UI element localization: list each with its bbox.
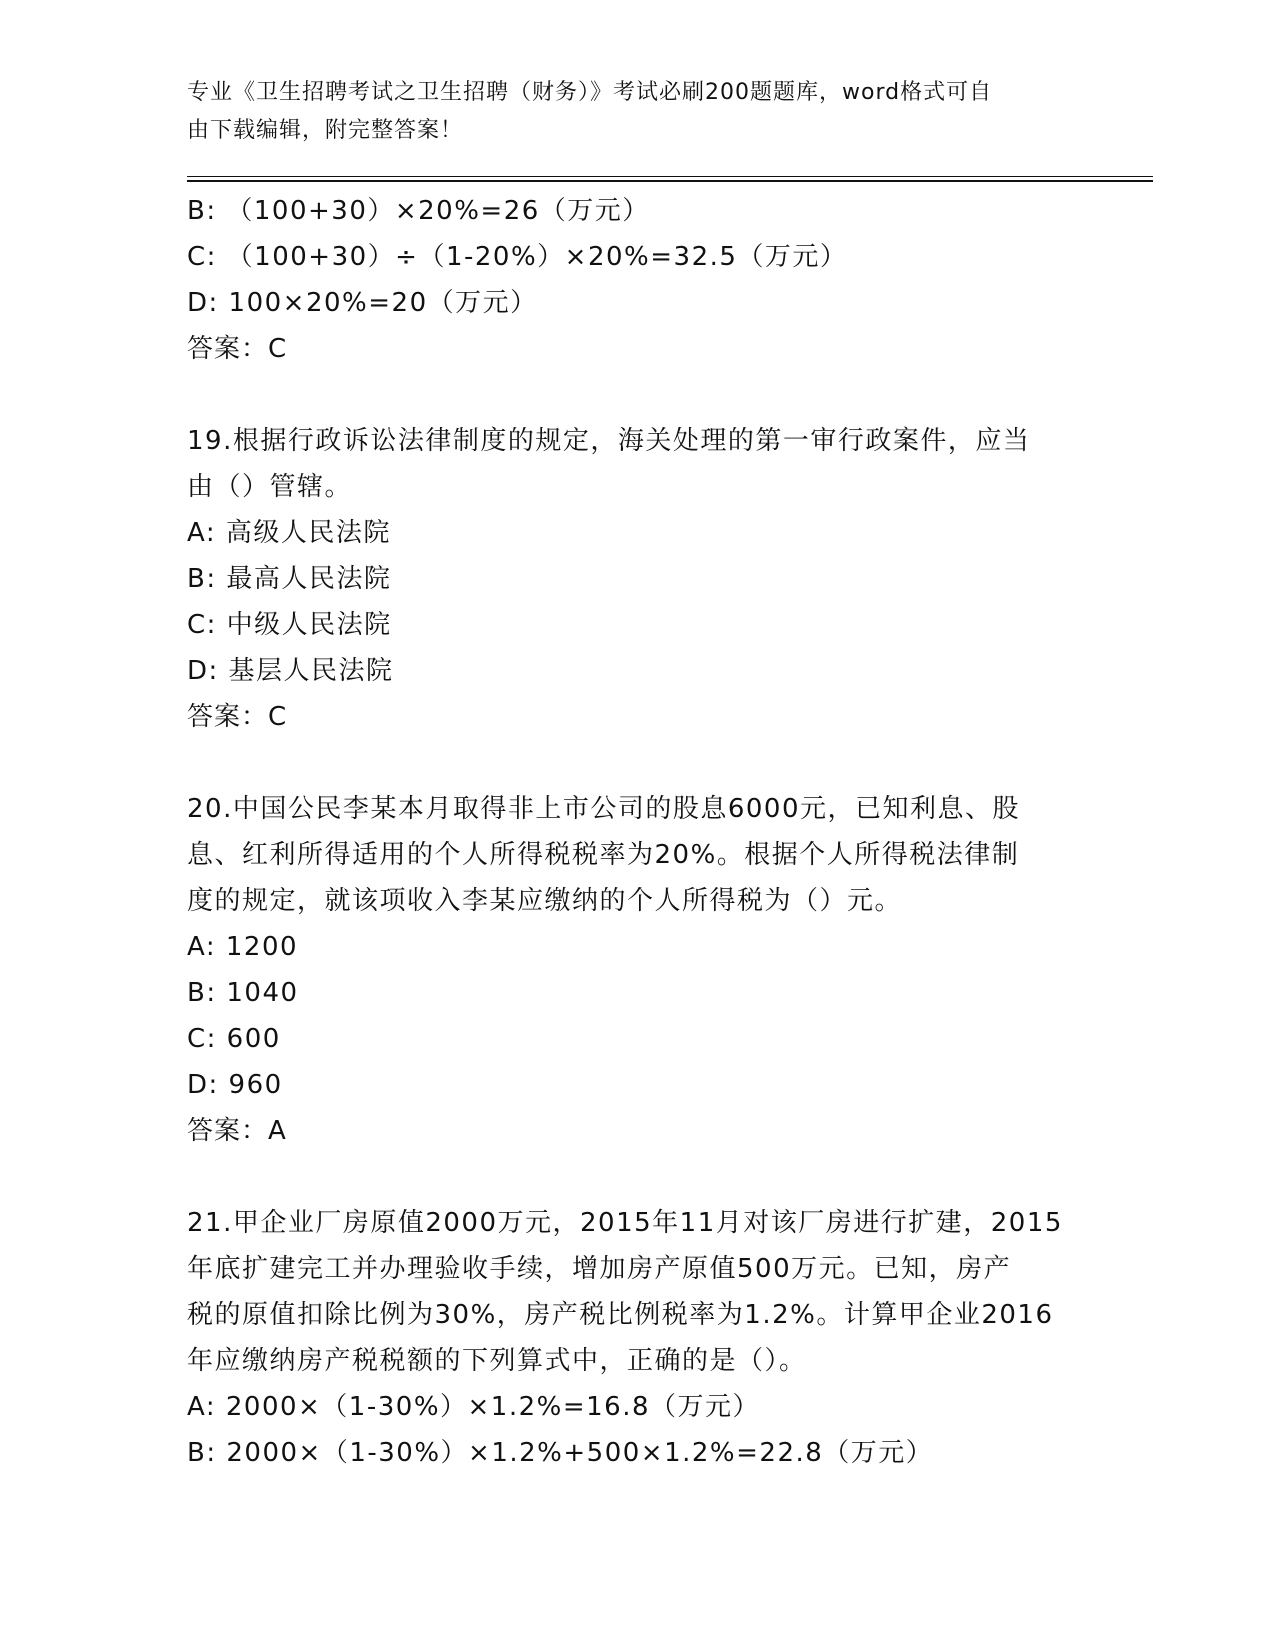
option-c: C: 600	[187, 1024, 281, 1054]
option-d: D: 960	[187, 1070, 283, 1100]
question-text-line: 年底扩建完工并办理验收手续，增加房产原值500万元。已知，房产	[187, 1254, 1012, 1284]
question-text-line: 年应缴纳房产税税额的下列算式中，正确的是（）。	[187, 1346, 807, 1376]
option-b: B: （100+30）×20%=26（万元）	[187, 196, 650, 226]
option-c: C: （100+30）÷（1-20%）×20%=32.5（万元）	[187, 242, 848, 272]
answer-line: 答案：C	[187, 702, 288, 732]
question-text-line: 21.甲企业厂房原值2000万元，2015年11月对该厂房进行扩建，2015	[187, 1208, 1063, 1238]
option-d: D: 基层人民法院	[187, 656, 394, 686]
header-divider-thick	[187, 180, 1153, 182]
document-header	[187, 74, 1067, 150]
question-21	[187, 1200, 1087, 1476]
header-divider-thin	[187, 176, 1153, 177]
question-text-line: 由（）管辖。	[187, 472, 353, 502]
option-b: B: 2000×（1-30%）×1.2%+500×1.2%=22.8（万元）	[187, 1438, 934, 1468]
question-text-line: 19.根据行政诉讼法律制度的规定，海关处理的第一审行政案件，应当	[187, 426, 1031, 456]
question-20	[187, 786, 1087, 1154]
option-a: A: 高级人民法院	[187, 518, 391, 548]
document-body	[187, 188, 1087, 1476]
option-a: A: 2000×（1-30%）×1.2%=16.8（万元）	[187, 1392, 761, 1422]
option-b: B: 最高人民法院	[187, 564, 392, 594]
answer-line: 答案：A	[187, 1116, 287, 1146]
option-d: D: 100×20%=20（万元）	[187, 288, 538, 318]
question-18-tail	[187, 188, 1087, 372]
question-text-line: 税的原值扣除比例为30%，房产税比例税率为1.2%。计算甲企业2016	[187, 1300, 1054, 1330]
option-b: B: 1040	[187, 978, 299, 1008]
spacer	[187, 1154, 1087, 1200]
spacer	[187, 740, 1087, 786]
question-text-line: 度的规定，就该项收入李某应缴纳的个人所得税为（）元。	[187, 886, 903, 916]
answer-line: 答案：C	[187, 334, 288, 364]
spacer	[187, 372, 1087, 418]
question-19	[187, 418, 1087, 740]
question-text-line: 息、红利所得适用的个人所得税税率为20%。根据个人所得税法律制	[187, 840, 1020, 870]
question-text-line: 20.中国公民李某本月取得非上市公司的股息6000元，已知利息、股	[187, 794, 1021, 824]
option-c: C: 中级人民法院	[187, 610, 392, 640]
header-title-line-2: 由下载编辑，附完整答案！	[187, 118, 464, 143]
option-a: A: 1200	[187, 932, 299, 962]
header-title-line-1: 专业《卫生招聘考试之卫生招聘（财务）》考试必刷200题题库，word格式可自	[187, 80, 993, 105]
